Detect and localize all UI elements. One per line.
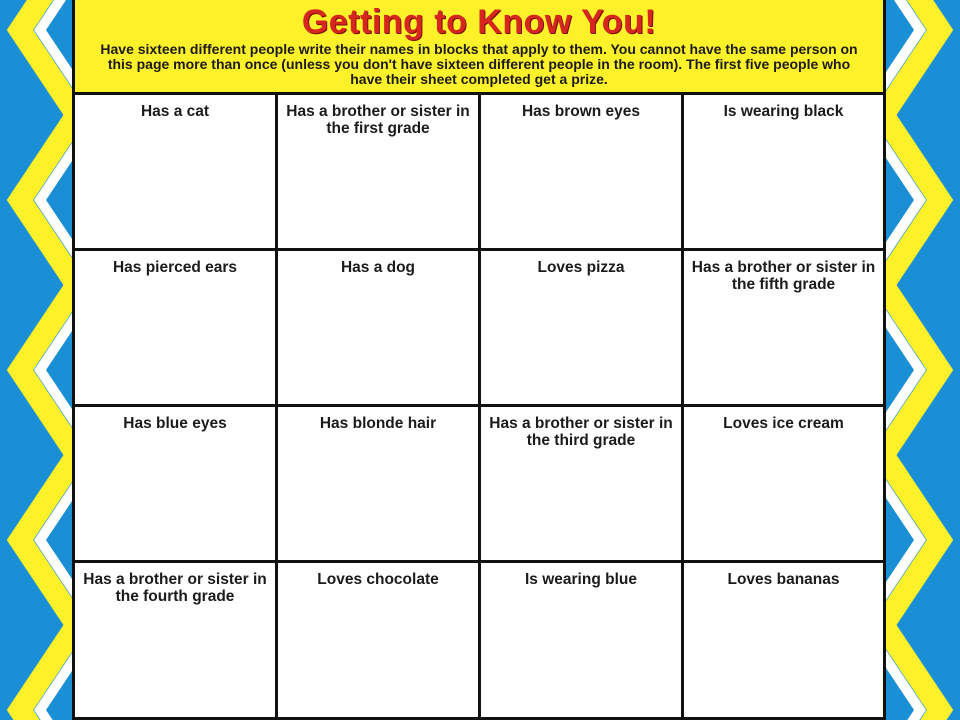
- header-banner: [75, 0, 883, 95]
- grid-cell-label: Has blonde hair: [319, 415, 437, 432]
- grid-cell[interactable]: [75, 407, 278, 563]
- grid-cell[interactable]: [481, 251, 684, 407]
- grid-cell[interactable]: [75, 563, 278, 720]
- grid-cell[interactable]: [481, 563, 684, 720]
- page-title: Getting to Know You!: [301, 3, 657, 41]
- grid-cell-label: Is wearing black: [723, 103, 844, 120]
- instructions-text: Have sixteen different people write their names in blocks that apply to them. You cannot have the same person on this page more than once (unless you don't have sixteen different people in the room). The first five people who have their sheet completed get a prize.: [100, 41, 858, 87]
- worksheet: [72, 0, 886, 720]
- grid-cell[interactable]: [684, 563, 883, 720]
- grid-cell-label: Loves ice cream: [723, 415, 844, 432]
- grid-cell[interactable]: [75, 251, 278, 407]
- grid-cell-label: Has a brother or sister in the first grade: [286, 103, 470, 137]
- grid-cell-label: Has brown eyes: [521, 103, 641, 120]
- grid-cell[interactable]: [481, 95, 684, 251]
- grid-cell-label: Has a dog: [340, 259, 416, 276]
- grid-cell[interactable]: [278, 95, 481, 251]
- grid-cell-label: Has a brother or sister in the third grade: [489, 415, 673, 449]
- grid-cell[interactable]: [278, 251, 481, 407]
- grid-cell-label: Has a brother or sister in the fourth grade: [83, 571, 267, 605]
- grid-cell[interactable]: [684, 407, 883, 563]
- grid-cell-label: Is wearing blue: [525, 571, 637, 588]
- name-grid: [75, 95, 883, 720]
- grid-cell-label: Has pierced ears: [112, 259, 238, 276]
- grid-cell-label: Has a brother or sister in the fifth grade: [691, 259, 876, 293]
- grid-cell-label: Loves chocolate: [317, 571, 439, 588]
- grid-cell[interactable]: [75, 95, 278, 251]
- grid-cell[interactable]: [684, 251, 883, 407]
- grid-cell[interactable]: [278, 407, 481, 563]
- grid-cell-label: Loves pizza: [537, 259, 625, 276]
- grid-cell-label: Loves bananas: [727, 571, 840, 588]
- grid-cell[interactable]: [481, 407, 684, 563]
- grid-cell-label: Has blue eyes: [123, 415, 227, 432]
- chevron-border-left: [0, 0, 75, 720]
- grid-cell[interactable]: [278, 563, 481, 720]
- chevron-pattern-right: [885, 0, 960, 720]
- chevron-pattern-left: [0, 0, 75, 720]
- grid-cell-label: Has a cat: [140, 103, 210, 120]
- chevron-border-right: [885, 0, 960, 720]
- grid-cell[interactable]: [684, 95, 883, 251]
